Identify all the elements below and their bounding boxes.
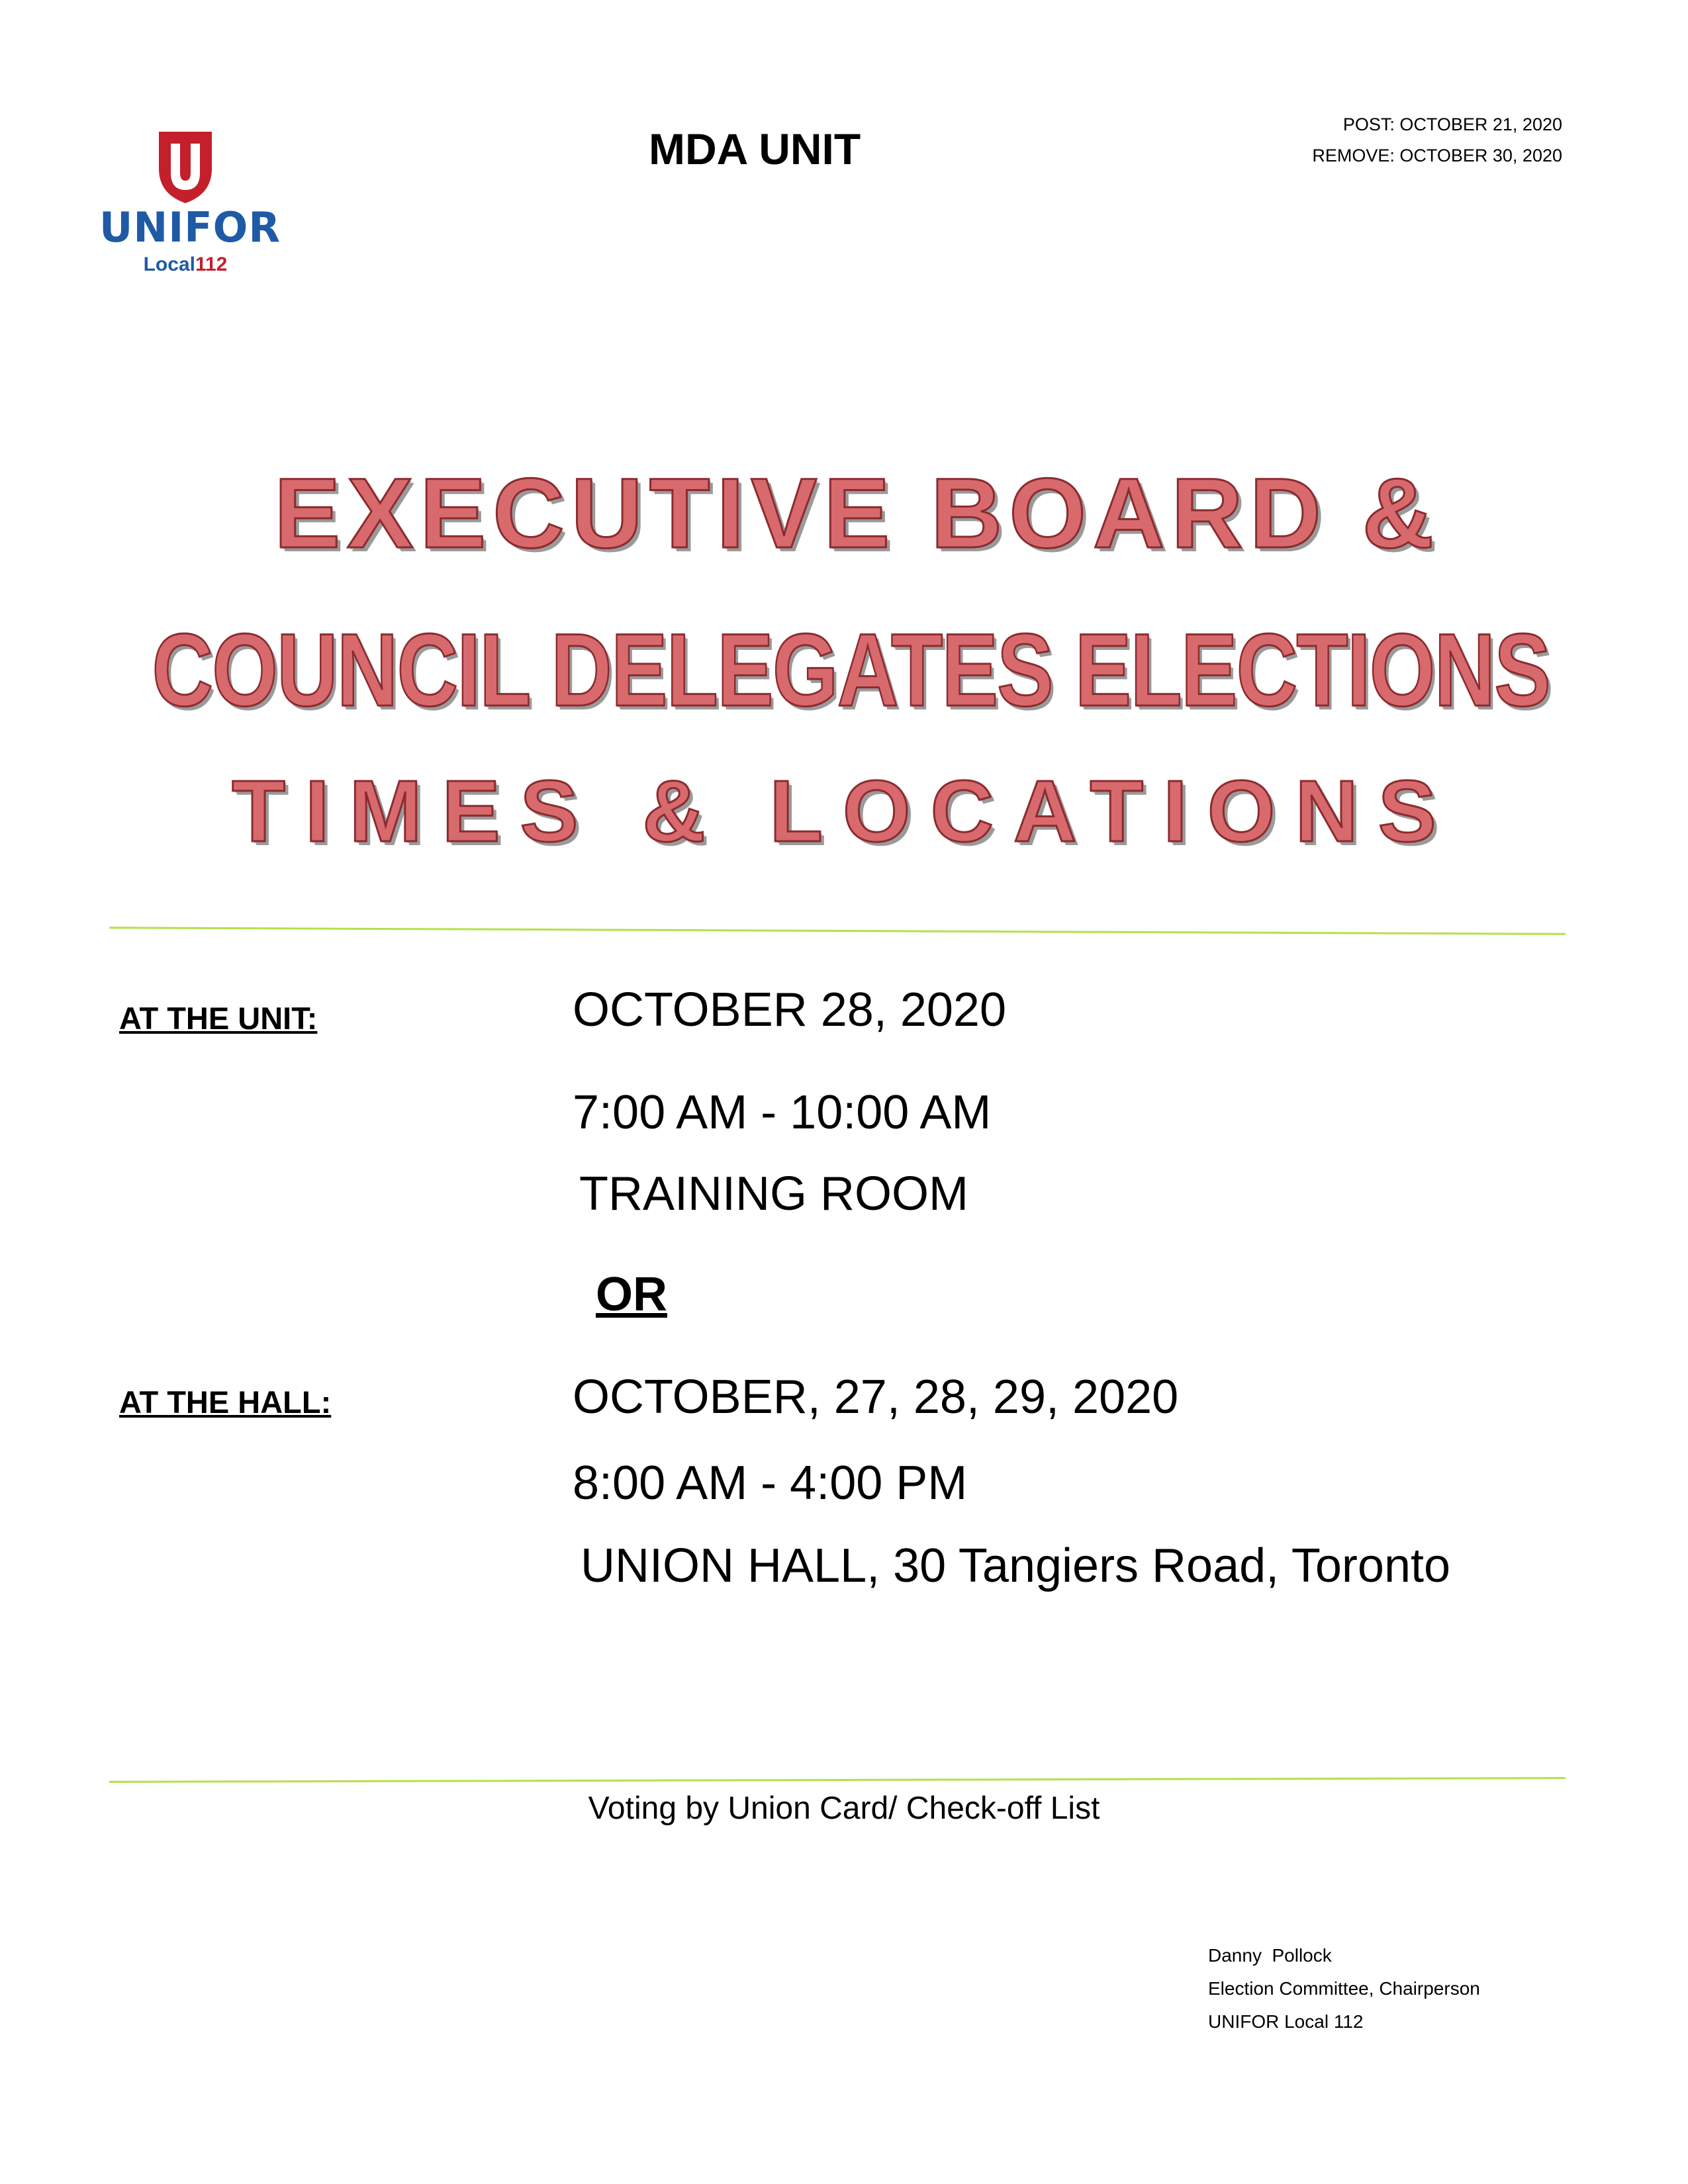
divider-top [109, 927, 1566, 935]
unit-time: 7:00 AM - 10:00 AM [573, 1086, 992, 1139]
remove-date: REMOVE: OCTOBER 30, 2020 [1312, 146, 1562, 165]
signature-name: Danny Pollock [1208, 1945, 1332, 1966]
hall-label: AT THE HALL: [119, 1385, 332, 1420]
post-date: POST: OCTOBER 21, 2020 [1342, 114, 1562, 134]
unit-location: TRAINING ROOM [579, 1167, 968, 1220]
logo-local-label: Local112 [143, 253, 228, 275]
or-separator: OR [596, 1268, 667, 1321]
headline-line-1: EXECUTIVE BOARD & [274, 457, 1440, 569]
signature-org: UNIFOR Local 112 [1208, 2011, 1364, 2032]
unit-label: AT THE UNIT: [119, 1001, 318, 1036]
signature-title: Election Committee, Chairperson [1208, 1978, 1480, 1999]
post-dates [1291, 109, 1562, 171]
unifor-logo [99, 129, 281, 281]
voting-note: Voting by Union Card/ Check-off List [588, 1791, 1100, 1826]
divider-bottom [109, 1777, 1566, 1783]
hall-location: UNION HALL, 30 Tangiers Road, Toronto [581, 1539, 1451, 1592]
logo-wordmark: UNIFOR [99, 203, 281, 251]
unit-date: OCTOBER 28, 2020 [573, 983, 1006, 1036]
headline-line-3: TIMES & LOCATIONS [232, 762, 1456, 860]
hall-time: 8:00 AM - 4:00 PM [573, 1457, 968, 1510]
headline-line-2: COUNCIL DELEGATES ELECTIONS [152, 613, 1550, 728]
unifor-shield-icon [99, 129, 271, 205]
hall-date: OCTOBER, 27, 28, 29, 2020 [573, 1371, 1179, 1424]
unit-title: MDA UNIT [649, 124, 861, 173]
signature-block [1208, 1939, 1480, 2038]
